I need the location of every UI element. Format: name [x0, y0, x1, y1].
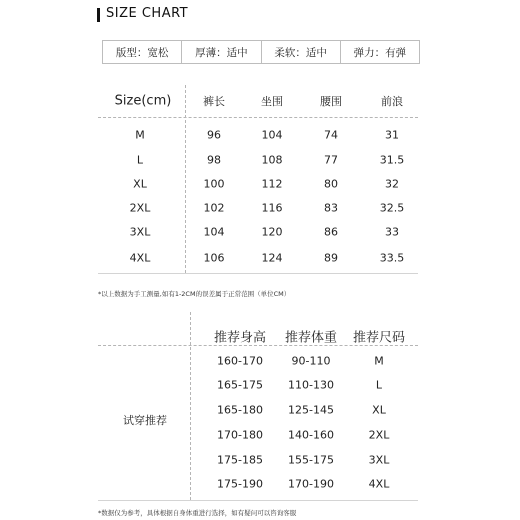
size-label: 3XL — [129, 225, 151, 239]
rise-value: 31.5 — [379, 153, 405, 167]
hip-value: 112 — [261, 177, 283, 191]
recommended-size: 3XL — [368, 453, 390, 467]
hip-value: 104 — [261, 128, 283, 142]
height-range: 170-180 — [217, 428, 263, 442]
size-label: 4XL — [129, 251, 151, 265]
height-range: 165-180 — [217, 403, 263, 417]
waist-value: 77 — [324, 153, 338, 167]
size-col-header: Size(cm) — [114, 93, 172, 109]
recommended-size: XL — [372, 403, 386, 417]
recommended-size: M — [374, 354, 384, 368]
hip-value: 116 — [261, 201, 283, 215]
attribute-softness: 柔软：适中 — [262, 41, 341, 63]
pant-length-value: 100 — [203, 177, 225, 191]
fit-table-divider — [190, 312, 191, 500]
weight-range: 140-160 — [288, 428, 334, 442]
attribute-elasticity: 弹力：有弹 — [353, 46, 407, 59]
size-label: 2XL — [129, 201, 151, 215]
pant-length-value: 104 — [203, 225, 225, 239]
col-header-size: 推荐尺码 — [352, 330, 406, 346]
pant-length-value: 96 — [207, 128, 221, 142]
rise-value: 31 — [385, 128, 399, 142]
waist-value: 89 — [324, 251, 338, 265]
waist-value: 80 — [324, 177, 338, 191]
size-table-divider — [185, 85, 186, 273]
height-range: 175-190 — [217, 477, 263, 491]
size-label: XL — [133, 177, 147, 191]
rise-value: 33 — [385, 225, 399, 239]
recommended-size: 4XL — [368, 477, 390, 491]
recommended-size: L — [375, 378, 383, 392]
col-header-pant-length: 裤长 — [203, 95, 225, 108]
header-accent-bar — [97, 8, 100, 22]
weight-range: 155-175 — [288, 453, 334, 467]
waist-value: 83 — [324, 201, 338, 215]
attribute-fit: 版型：宽松 — [103, 41, 182, 63]
size-label: M — [135, 128, 145, 142]
hip-value: 108 — [261, 153, 283, 167]
recommended-size: 2XL — [368, 428, 390, 442]
page-title: SIZE CHART — [106, 6, 189, 21]
col-header-height: 推荐身高 — [213, 330, 267, 346]
col-header-weight: 推荐体重 — [284, 330, 338, 346]
waist-value: 86 — [324, 225, 338, 239]
col-header-hip: 坐围 — [261, 95, 283, 108]
rise-value: 32 — [385, 177, 399, 191]
col-header-rise: 前浪 — [381, 95, 403, 108]
waist-value: 74 — [324, 128, 338, 142]
height-range: 165-175 — [217, 378, 263, 392]
size-table-header-rule — [98, 117, 418, 118]
weight-range: 170-190 — [288, 477, 334, 491]
height-range: 175-185 — [217, 453, 263, 467]
pant-length-value: 106 — [203, 251, 225, 265]
fit-row-label: 试穿推荐 — [123, 414, 167, 427]
col-header-waist: 腰围 — [320, 95, 342, 108]
weight-range: 125-145 — [288, 403, 334, 417]
weight-range: 90-110 — [291, 354, 331, 368]
fit-table-bottom-rule — [98, 500, 418, 501]
weight-range: 110-130 — [288, 378, 334, 392]
pant-length-value: 98 — [207, 153, 221, 167]
rise-value: 33.5 — [379, 251, 405, 265]
attribute-table — [102, 40, 420, 64]
height-range: 160-170 — [217, 354, 263, 368]
size-table-bottom-rule — [98, 273, 418, 274]
rise-value: 32.5 — [379, 201, 405, 215]
fit-table-note: *数据仅为参考，具体根据自身体重进行选择，如有疑问可以咨询客服 — [98, 509, 297, 517]
size-table-note: *以上数据为手工测量,如有1-2CM的误差属于正常范围（单位CM） — [98, 290, 291, 298]
pant-length-value: 102 — [203, 201, 225, 215]
hip-value: 120 — [261, 225, 283, 239]
hip-value: 124 — [261, 251, 283, 265]
size-label: L — [136, 153, 144, 167]
attribute-thickness: 厚薄：适中 — [182, 41, 261, 63]
